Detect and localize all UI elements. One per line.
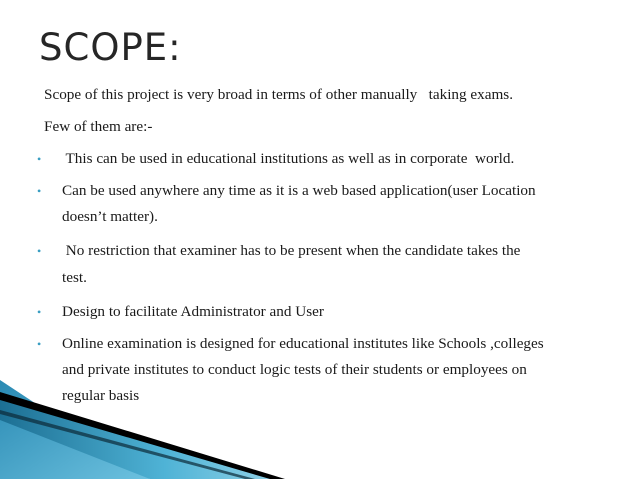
- page-title: SCOPE:: [39, 26, 182, 69]
- bullet-line: No restriction that examiner has to be present when the candidate takes the: [62, 242, 521, 259]
- bullet-line: This can be used in educational institutions as well as in corporate world.: [62, 150, 515, 167]
- bullet-line: Online examination is designed for educational institutes like Schools ,colleges: [62, 335, 544, 352]
- bullet-marker: •: [37, 244, 42, 258]
- bullet-line: test.: [62, 269, 87, 286]
- bullet-line: regular basis: [62, 387, 140, 404]
- intro-line: Scope of this project is very broad in terms of other manually taking exams.: [44, 86, 514, 103]
- bullet-marker: •: [37, 305, 42, 319]
- bullet-marker: •: [37, 184, 42, 198]
- bullet-marker: •: [37, 337, 42, 351]
- bullet-line: and private institutes to conduct logic tests of their students or employees on: [62, 361, 527, 378]
- bullet-line: doesn’t matter).: [62, 208, 158, 225]
- bullet-line: Design to facilitate Administrator and User: [62, 303, 324, 320]
- bullet-line: Can be used anywhere any time as it is a web based application(user Location: [62, 182, 536, 199]
- subheading: Few of them are:-: [44, 118, 153, 135]
- bullet-marker: •: [37, 152, 42, 166]
